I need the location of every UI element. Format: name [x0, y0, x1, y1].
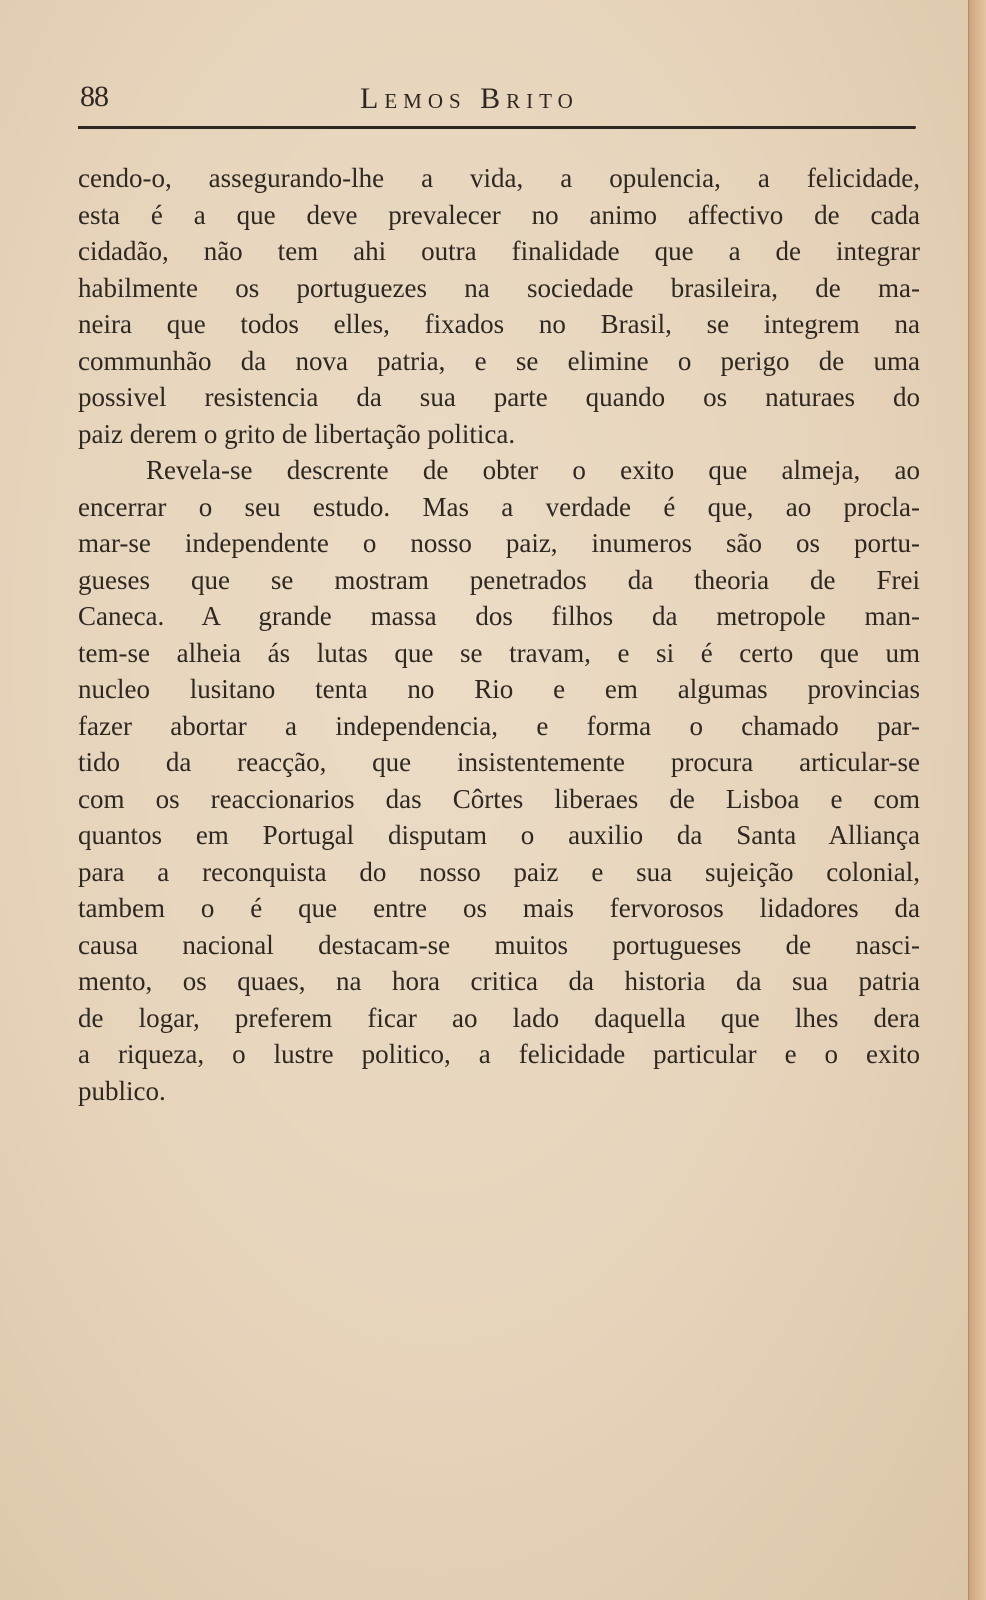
text-line: tem-se alheia ás lutas que se travam, e si é certo que um	[78, 637, 920, 668]
page-header	[80, 80, 920, 120]
header-rule	[78, 126, 916, 129]
text-line: publico.	[78, 1075, 166, 1106]
text-line: a riqueza, o lustre politico, a felicidade particular e o exito	[78, 1039, 920, 1069]
text-line: causa nacional destacam-se muitos portugueses de nasci-	[78, 929, 920, 960]
text-line: para a reconquista do nosso paiz e sua sujeição colonial,	[78, 856, 920, 887]
page-edge	[968, 0, 986, 1600]
text-line: tambem o é que entre os mais fervorosos lidadores da	[78, 893, 920, 923]
body-text	[78, 160, 920, 1109]
text-line: de logar, preferem ficar ao lado daquella que lhes dera	[78, 1002, 920, 1033]
text-line: cidadão, não tem ahi outra finalidade que a de integrar	[78, 236, 920, 266]
text-line: esta é a que deve prevalecer no animo affectivo de cada	[78, 199, 920, 230]
text-line: fazer abortar a independencia, e forma o chamado par-	[78, 710, 920, 741]
text-line: com os reaccionarios das Côrtes liberaes de Lisboa e com	[78, 783, 920, 814]
text-line: cendo-o, assegurando-lhe a vida, a opulencia, a felicidade,	[78, 163, 920, 193]
text-line: habilmente os portuguezes na sociedade brasileira, de ma-	[78, 272, 920, 303]
text-line: mento, os quaes, na hora critica da historia da sua patria	[78, 966, 920, 996]
text-line: communhão da nova patria, e se elimine o perigo de uma	[78, 345, 920, 376]
text-line: neira que todos elles, fixados no Brasil, se integrem na	[78, 309, 920, 339]
page-number: 88	[80, 80, 108, 113]
paragraph-start-line: Revela-se descrente de obter o exito que almeja, ao	[146, 455, 920, 485]
running-title: Lemos Brito	[360, 82, 579, 115]
text-line: nucleo lusitano tenta no Rio e em algumas provincias	[78, 674, 920, 704]
text-line: gueses que se mostram penetrados da theoria de Frei	[78, 564, 920, 595]
text-line: mar-se independente o nosso paiz, inumeros são os portu-	[78, 528, 920, 558]
text-line: encerrar o seu estudo. Mas a verdade é que, ao procla-	[78, 491, 920, 522]
text-line: tido da reacção, que insistentemente procura articular-se	[78, 747, 920, 777]
text-line: Caneca. A grande massa dos filhos da metropole man-	[78, 601, 920, 631]
text-line: possivel resistencia da sua parte quando os naturaes do	[78, 382, 920, 412]
text-line: quantos em Portugal disputam o auxilio da Santa Alliança	[78, 820, 920, 850]
text-line: paiz derem o grito de libertação politica.	[78, 418, 516, 449]
